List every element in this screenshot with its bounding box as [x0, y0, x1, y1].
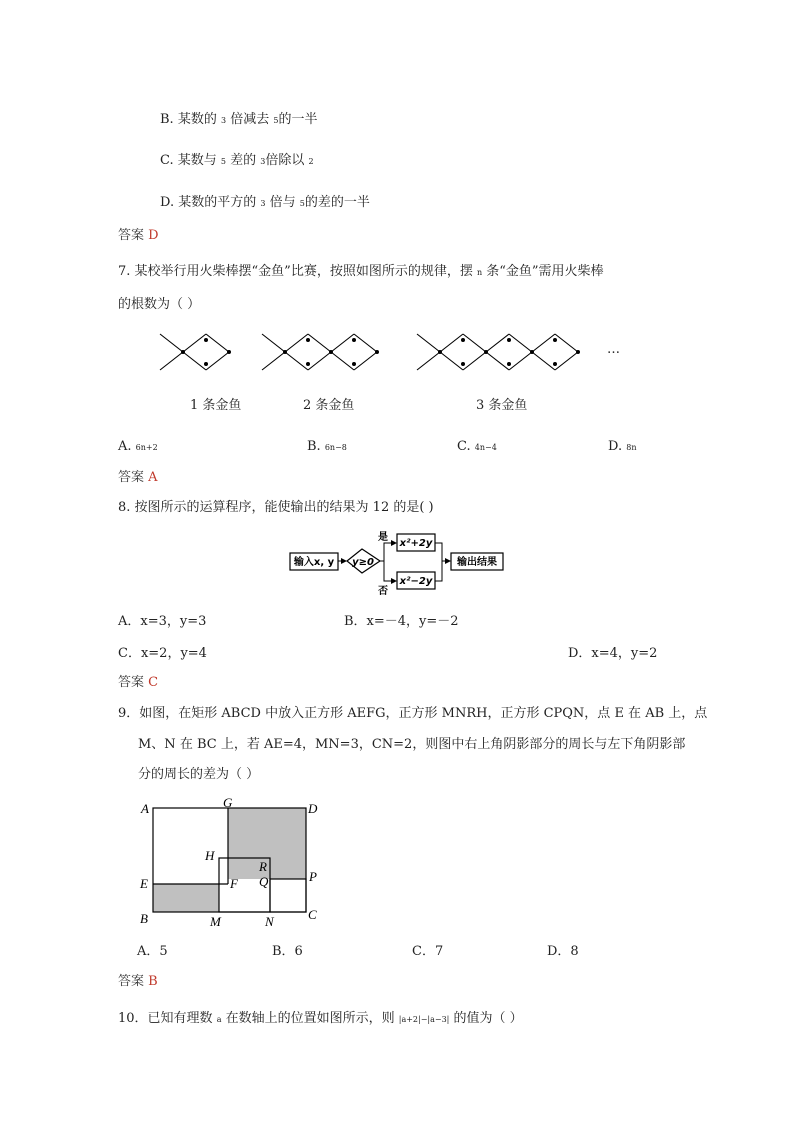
label-C: C	[308, 907, 317, 922]
label-F: F	[230, 876, 238, 891]
q10-stem: 10．已知有理数 a 在数轴上的位置如图所示，则 |a+2|−|a−3| 的值为（ ）	[118, 1011, 523, 1026]
label-B: B	[140, 911, 148, 926]
matchstick-head	[227, 350, 231, 354]
matchstick-head	[306, 338, 310, 342]
flow-bottom-text: x²−2y	[399, 576, 433, 587]
matchstick-head	[507, 338, 511, 342]
label-E: E	[140, 876, 148, 891]
matchstick	[160, 334, 183, 352]
label-M: M	[210, 914, 221, 929]
fish-label-1: 1 条金鱼	[190, 398, 242, 413]
label-H: H	[205, 848, 215, 863]
q8-flowchart	[288, 530, 508, 596]
matchstick	[417, 352, 440, 370]
q6-option-d: D. 某数的平方的 3 倍与 5的差的一半	[160, 195, 370, 210]
shade-top-right	[228, 808, 306, 879]
matchstick-head	[553, 362, 557, 366]
q7-option-c: C. 4n−4	[457, 439, 497, 454]
q8-option-c: C．x=2，y=4	[118, 646, 207, 661]
matchstick-head	[375, 350, 379, 354]
matchstick	[285, 334, 308, 352]
q9-option-b: B．6	[272, 944, 303, 959]
matchstick	[331, 352, 354, 370]
flow-input-text: 输入x, y	[293, 557, 335, 568]
matchstick-head	[204, 338, 208, 342]
q7-option-b: B. 6n−8	[307, 439, 347, 454]
q7-answer: 答案 A	[118, 470, 158, 485]
q6-answer: 答案 D	[118, 228, 159, 243]
matchstick	[509, 334, 532, 352]
q8-option-b: B．x=－4，y=－2	[344, 614, 459, 629]
matchstick	[486, 334, 509, 352]
q7-stem-line1: 7. 某校举行用火柴棒摆“金鱼”比赛，按照如图所示的规律，摆 n 条“金鱼”需用火柴棒	[118, 264, 604, 279]
flow-output-text: 输出结果	[457, 557, 497, 568]
q9-stem-line1: 9．如图，在矩形 ABCD 中放入正方形 AEFG，正方形 MNRH，正方形 CPQN，点 E 在 AB 上，点	[118, 706, 708, 721]
matchstick	[463, 352, 486, 370]
q9-stem-line3: 分的周长的差为（ ）	[138, 767, 260, 782]
matchstick-head	[576, 350, 580, 354]
matchstick	[509, 352, 532, 370]
matchstick-head	[352, 362, 356, 366]
matchstick	[331, 334, 354, 352]
fish-ellipsis: …	[607, 342, 620, 357]
matchstick	[555, 352, 578, 370]
matchstick	[440, 352, 463, 370]
q9-option-c: C．7	[412, 944, 444, 959]
matchstick-head	[507, 362, 511, 366]
fish-label-2: 2 条金鱼	[303, 398, 355, 413]
q7-stem-line2: 的根数为（ ）	[118, 297, 201, 312]
matchstick	[463, 334, 486, 352]
q9-option-d: D．8	[547, 944, 579, 959]
q9-answer: 答案 B	[118, 974, 158, 989]
label-R: R	[259, 859, 267, 874]
matchstick	[417, 334, 440, 352]
matchstick	[486, 352, 509, 370]
label-D: D	[308, 801, 318, 816]
flow-condition-text: y≥0	[352, 557, 374, 568]
q9-rectangle-figure	[135, 795, 335, 930]
matchstick	[160, 352, 183, 370]
label-P: P	[309, 869, 317, 884]
flow-top-text: x²+2y	[399, 538, 433, 549]
label-N: N	[265, 914, 274, 929]
matchstick-head	[461, 362, 465, 366]
matchstick	[285, 352, 308, 370]
q6-option-b: B. 某数的 3 倍减去 5的一半	[160, 112, 318, 127]
q8-option-d: D．x=4，y=2	[568, 646, 658, 661]
matchstick	[206, 352, 229, 370]
q9-stem-line2: M、N 在 BC 上，若 AE=4，MN=3，CN=2，则图中右上角阴影部分的周长与左下角阴影部	[138, 737, 686, 752]
matchstick-head	[553, 338, 557, 342]
fish-label-3: 3 条金鱼	[476, 398, 528, 413]
matchstick-head	[461, 338, 465, 342]
q8-stem: 8. 按图所示的运算程序，能使输出的结果为 12 的是( )	[118, 500, 434, 515]
q6-option-c: C. 某数与 5 差的 3倍除以 2	[160, 153, 314, 168]
flow-no-label: 否	[378, 586, 388, 597]
q7-option-d: D. 8n	[608, 439, 637, 454]
matchstick	[308, 334, 331, 352]
q8-option-a: A．x=3，y=3	[118, 614, 207, 629]
matchstick-head	[204, 362, 208, 366]
label-A: A	[141, 801, 149, 816]
matchstick	[440, 334, 463, 352]
flow-yes-label: 是	[378, 532, 388, 543]
q7-option-a: A. 6n+2	[118, 439, 158, 454]
matchstick	[262, 334, 285, 352]
matchstick	[532, 352, 555, 370]
shade-bottom-left	[153, 884, 219, 912]
matchstick	[206, 334, 229, 352]
matchstick-head	[306, 362, 310, 366]
matchstick-head	[352, 338, 356, 342]
matchstick	[183, 352, 206, 370]
label-G: G	[223, 795, 233, 810]
square-cpqn	[270, 879, 306, 912]
matchstick	[532, 334, 555, 352]
matchstick	[555, 334, 578, 352]
matchstick	[354, 352, 377, 370]
matchstick	[183, 334, 206, 352]
matchstick	[262, 352, 285, 370]
matchstick	[354, 334, 377, 352]
matchstick	[308, 352, 331, 370]
q9-option-a: A．5	[137, 944, 168, 959]
q8-answer: 答案 C	[118, 675, 159, 690]
matchstick-fish-figure	[150, 318, 630, 393]
label-Q: Q	[259, 874, 269, 889]
